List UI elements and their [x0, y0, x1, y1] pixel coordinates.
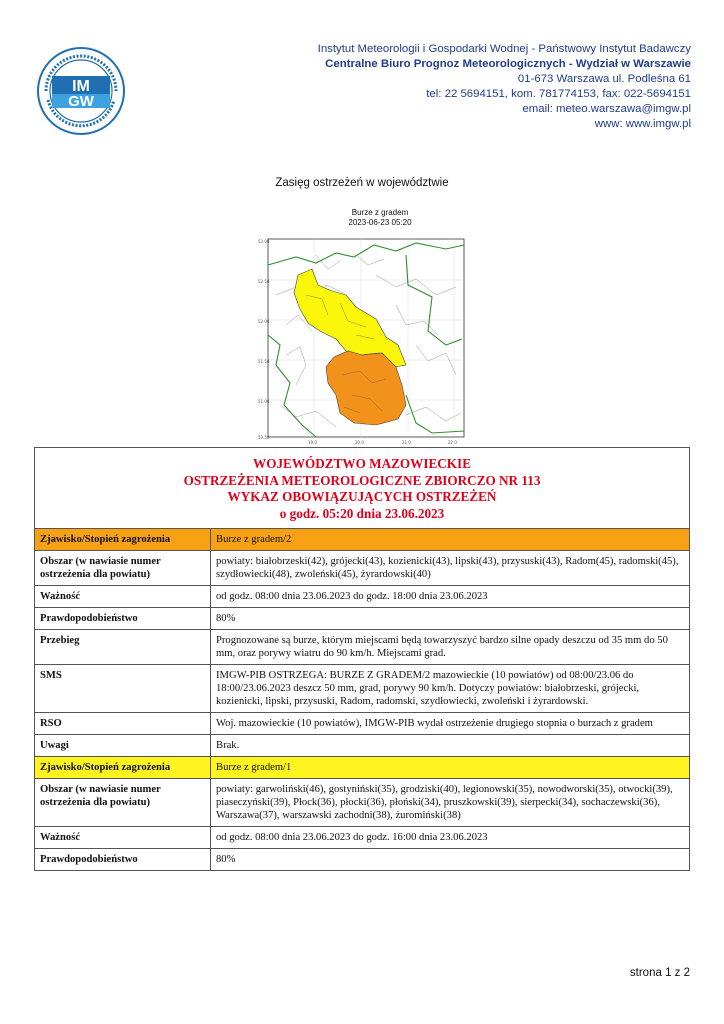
table-row — [35, 665, 690, 713]
table-row — [35, 779, 690, 827]
area-label: Obszar (w nawiasie numer ostrzeżenia dla powiatu) — [35, 779, 211, 827]
course-label: Przebieg — [35, 630, 211, 665]
table-row — [35, 630, 690, 665]
probability-label: Prawdopodobieństwo — [35, 849, 211, 871]
probability-value: 80% — [211, 608, 690, 630]
institute-header — [318, 42, 691, 132]
svg-text:IM: IM — [72, 78, 90, 95]
warning-map — [256, 235, 472, 447]
table-row — [35, 551, 690, 586]
svg-text:53.00: 53.00 — [258, 239, 270, 244]
notes-label: Uwagi — [35, 735, 211, 757]
area-value: powiaty: białobrzeski(42), grójecki(43), kozienicki(43), lipski(43), przysuski(43), Radom(45), radomski(45), szydłowiecki(48), zwoleński(45), żyrardowski(40) — [211, 551, 690, 586]
table-row — [35, 608, 690, 630]
area-label: Obszar (w nawiasie numer ostrzeżenia dla powiatu) — [35, 551, 211, 586]
sms-label: SMS — [35, 665, 211, 713]
table-row — [35, 849, 690, 871]
probability-label: Prawdopodobieństwo — [35, 608, 211, 630]
phenomenon-label: Zjawisko/Stopień zagrożenia — [35, 529, 211, 551]
table-row — [35, 586, 690, 608]
svg-text:50.50: 50.50 — [258, 435, 270, 440]
map-caption-phenomenon: Burze z gradem — [351, 208, 409, 217]
institute-name: Instytut Meteorologii i Gospodarki Wodnej - Państwowy Instytut Badawczy — [317, 43, 691, 55]
validity-label: Ważność — [35, 827, 211, 849]
table-row — [35, 827, 690, 849]
phenomenon-label: Zjawisko/Stopień zagrożenia — [35, 757, 211, 779]
page-number: strona 1 z 2 — [629, 967, 690, 979]
phenomenon-value: Burze z gradem/1 — [211, 757, 690, 779]
svg-text:19.0: 19.0 — [308, 440, 317, 445]
svg-text:21.0: 21.0 — [402, 440, 411, 445]
svg-text:51.50: 51.50 — [258, 359, 270, 364]
probability-value: 80% — [211, 849, 690, 871]
sms-value: IMGW-PIB OSTRZEGA: BURZE Z GRADEM/2 mazowieckie (10 powiatów) od 08:00/23.06 do 18:00/23.06.2023 deszcz 50 mm, grad, porywy 90 km/h. Dotyczy powiatów: białobrzeski, grójecki, kozienicki, lipski, przysuski, Radom, radomski, szydłowiecki, zwoleński i żyrardowski. — [211, 665, 690, 713]
address: 01-673 Warszawa ul. Podleśna 61 — [517, 73, 691, 85]
validity-value: od godz. 08:00 dnia 23.06.2023 do godz. 18:00 dnia 23.06.2023 — [211, 586, 690, 608]
svg-text:20.0: 20.0 — [355, 440, 364, 445]
map-caption-datetime: 2023-06-23 05:20 — [348, 218, 412, 227]
map-caption — [300, 208, 460, 228]
bureau-name: Centralne Biuro Prognoz Meteorologicznych - Wydział w Warszawie — [325, 58, 691, 70]
voivodeship-title: WOJEWÓDZTWO MAZOWIECKIE — [253, 456, 471, 471]
table-row — [35, 757, 690, 779]
svg-text:52.50: 52.50 — [258, 279, 270, 284]
course-value: Prognozowane są burze, którym miejscami będą towarzyszyć bardzo silne opady deszczu od 35 mm do 50 mm, oraz porywy wiatru do 90 km/h. Miejscami grad. — [211, 630, 690, 665]
svg-text:22.0: 22.0 — [448, 440, 457, 445]
warnings-list-title: WYKAZ OBOWIĄZUJĄCYCH OSTRZEŻEŃ — [227, 489, 497, 504]
area-value: powiaty: garwoliński(46), gostyniński(35), grodziski(40), legionowski(35), nowodworski(35), otwocki(39), piaseczyński(39), Płock(36), płocki(36), płoński(34), pruszkowski(39), sierpecki(34), sochaczewski(36), Warszawa(37), warszawski zachodni(38), żuromiński(38) — [211, 779, 690, 827]
table-row — [35, 529, 690, 551]
table-title — [35, 448, 690, 529]
table-row — [35, 713, 690, 735]
validity-value: od godz. 08:00 dnia 23.06.2023 do godz. 16:00 dnia 23.06.2023 — [211, 827, 690, 849]
warnings-number-title: OSTRZEŻENIA METEOROLOGICZNE ZBIORCZO NR 113 — [183, 472, 541, 488]
table-row — [35, 735, 690, 757]
svg-text:GW: GW — [68, 93, 94, 110]
warning-map-svg — [256, 235, 472, 447]
phone-info: tel: 22 5694151, kom. 781774153, fax: 022-5694151 — [426, 88, 691, 100]
svg-text:52.00: 52.00 — [258, 319, 270, 324]
notes-value: Brak. — [211, 735, 690, 757]
imgw-logo — [36, 46, 126, 136]
validity-label: Ważność — [35, 586, 211, 608]
email-info: email: meteo.warszawa@imgw.pl — [522, 103, 691, 115]
website-info: www: www.imgw.pl — [594, 118, 691, 130]
svg-text:51.00: 51.00 — [258, 399, 270, 404]
rso-value: Woj. mazowieckie (10 powiatów), IMGW-PIB wydał ostrzeżenie drugiego stopnia o burzach z gradem — [211, 713, 690, 735]
imgw-logo-icon — [36, 46, 126, 136]
phenomenon-value: Burze z gradem/2 — [211, 529, 690, 551]
scope-title: Zasięg ostrzeżeń w województwie — [275, 177, 449, 189]
issue-time-title: o godz. 05:20 dnia 23.06.2023 — [279, 505, 445, 521]
warnings-table — [34, 447, 690, 871]
rso-label: RSO — [35, 713, 211, 735]
